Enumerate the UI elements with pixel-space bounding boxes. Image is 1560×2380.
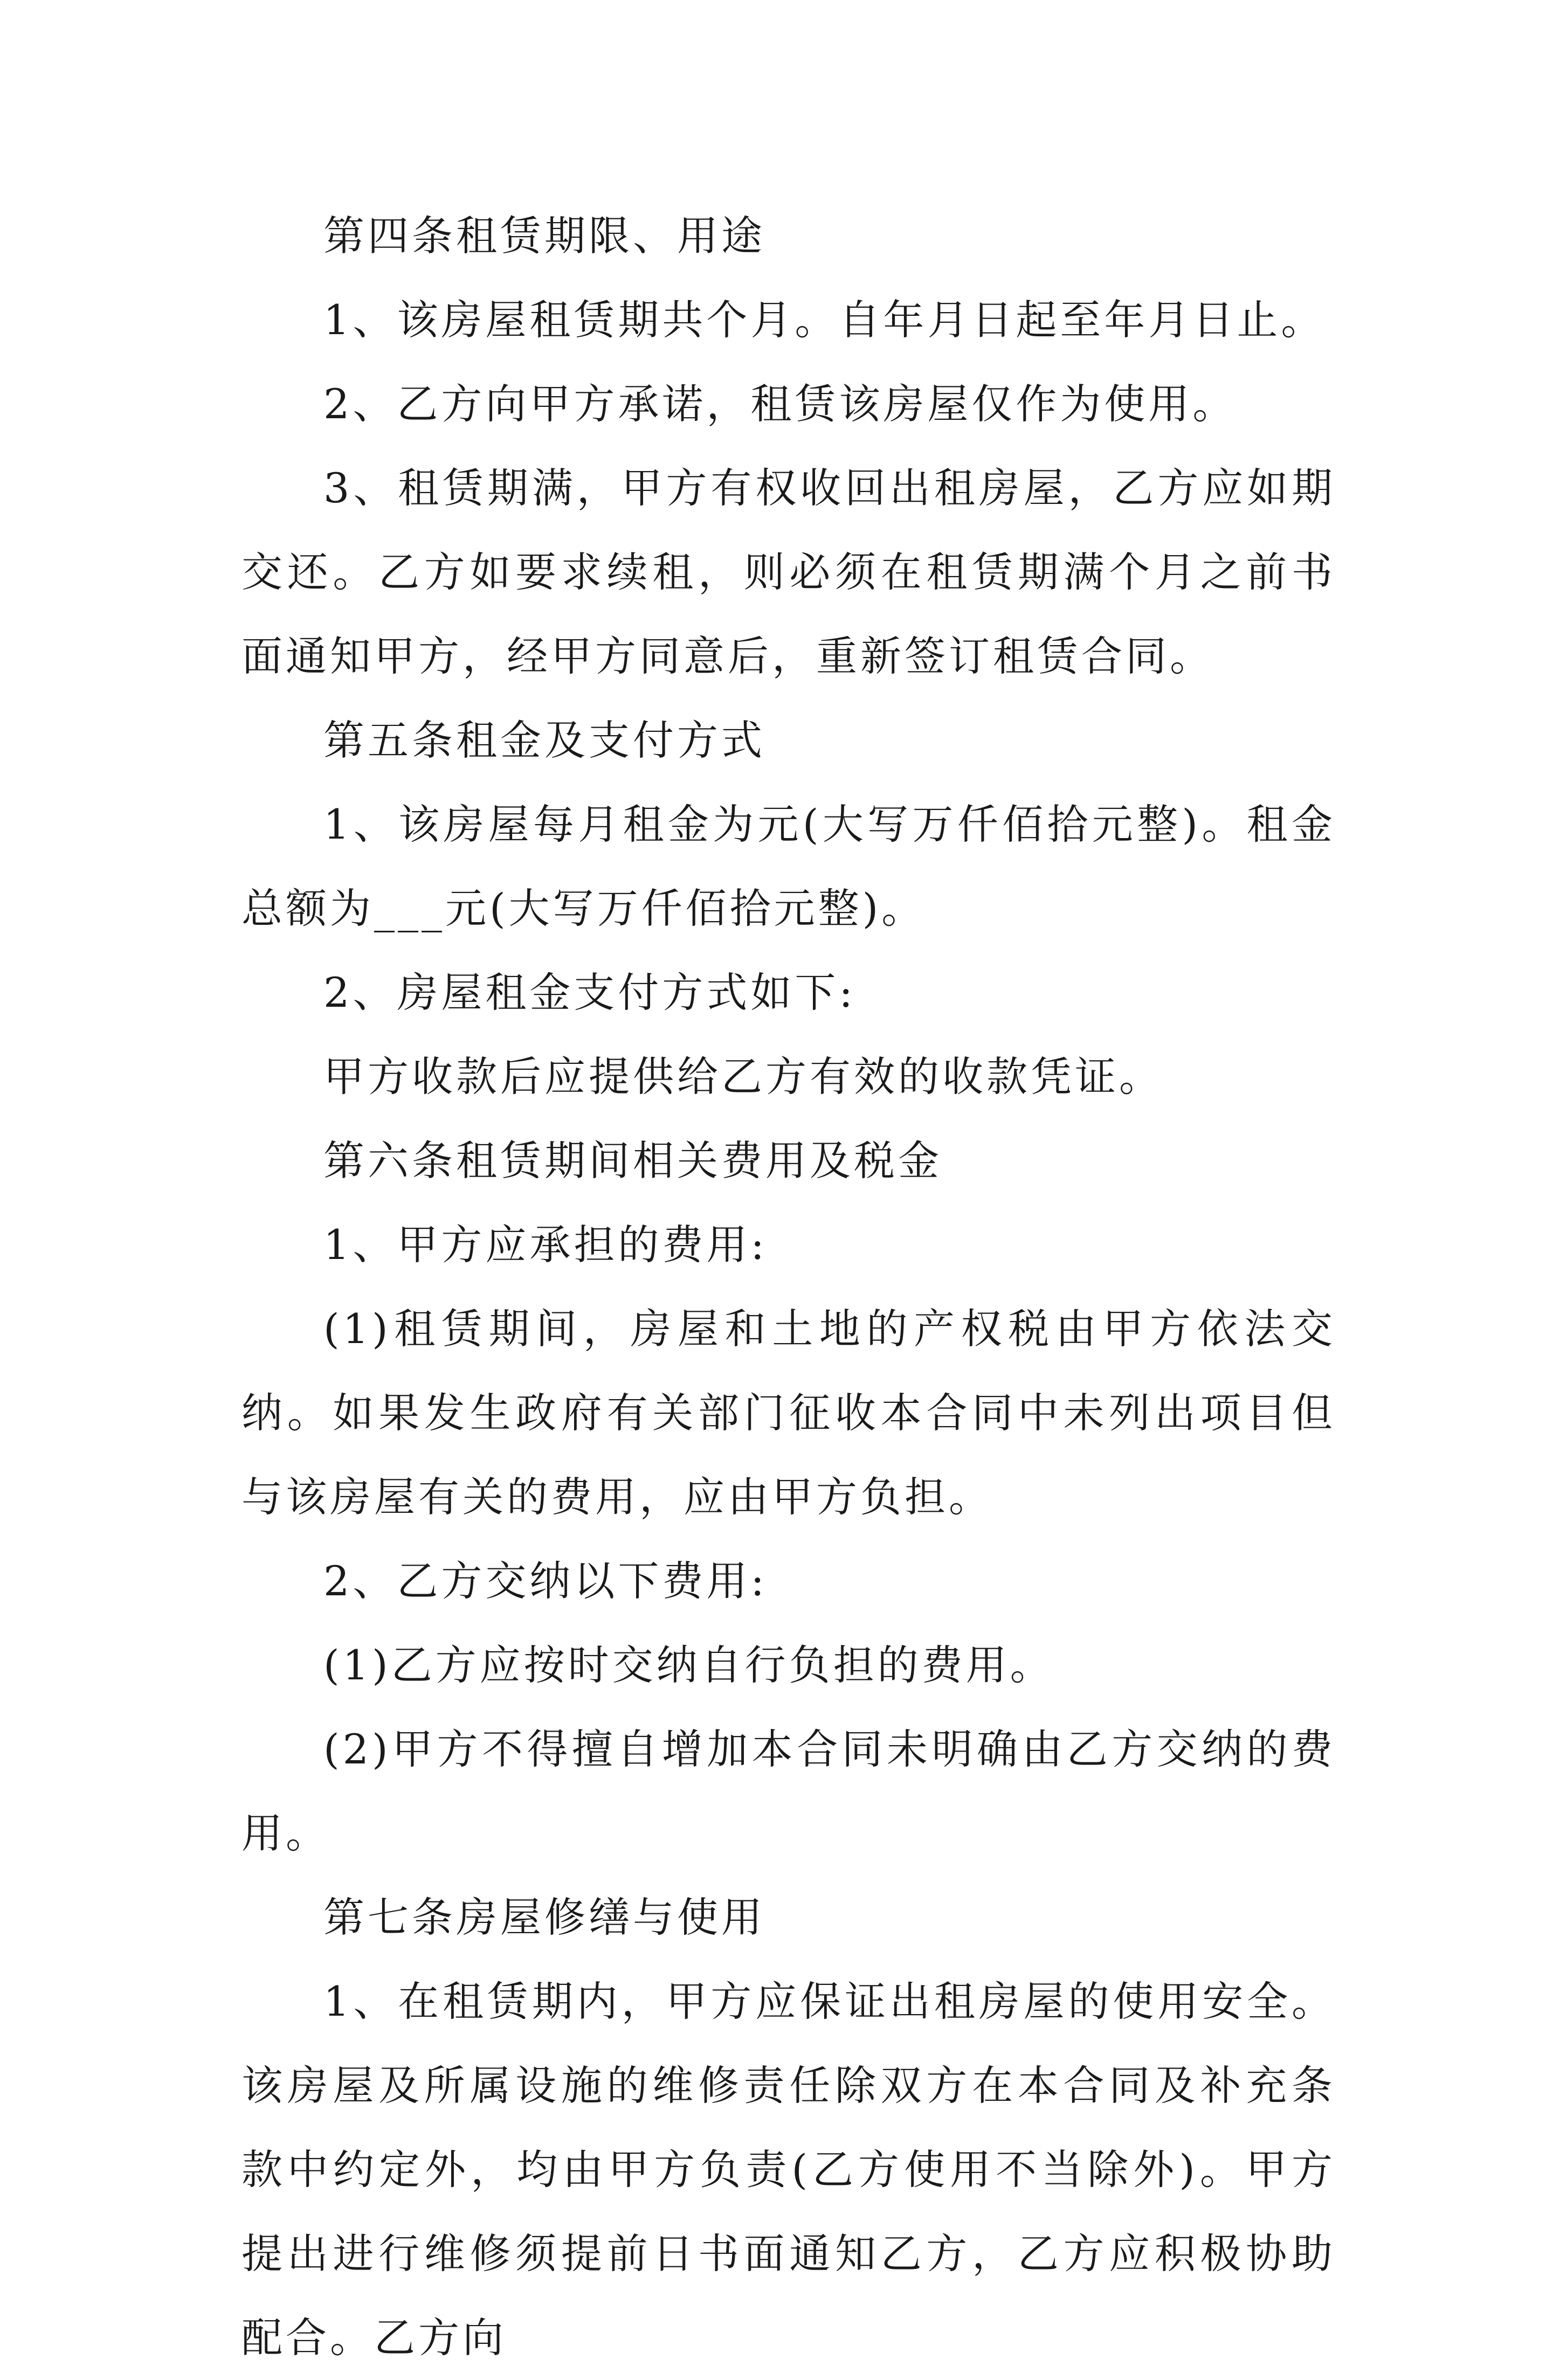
paragraph: 2、房屋租金支付方式如下:	[323, 968, 856, 1016]
section-heading-5: 第五条租金及支付方式	[323, 716, 765, 764]
paragraph: (2)甲方不得擅自增加本合同未明确由乙方交纳的费用。	[241, 1725, 1336, 1857]
paragraph: 甲方收款后应提供给乙方有效的收款凭证。	[323, 1053, 1163, 1101]
paragraph: 2、乙方向甲方承诺，租赁该房屋仅作为使用。	[323, 380, 1237, 428]
section-heading-6: 第六条租赁期间相关费用及税金	[323, 1137, 942, 1185]
paragraph: 1、该房屋每月租金为元(大写万仟佰拾元整)。租金总额为___元(大写万仟佰拾元整)。	[241, 800, 1336, 932]
paragraph: (1)乙方应按时交纳自行负担的费用。	[323, 1641, 1054, 1689]
paragraph: 2、乙方交纳以下费用:	[323, 1557, 768, 1605]
paragraph: (1)租赁期间，房屋和土地的产权税由甲方依法交纳。如果发生政府有关部门征收本合同中未列出项目但与该房屋有关的费用，应由甲方负担。	[241, 1305, 1336, 1521]
document-body	[241, 194, 1336, 2380]
paragraph: 3、租赁期满，甲方有权收回出租房屋，乙方应如期交还。乙方如要求续租，则必须在租赁期满个月之前书面通知甲方，经甲方同意后，重新签订租赁合同。	[241, 464, 1336, 680]
paragraph: 1、在租赁期内，甲方应保证出租房屋的使用安全。该房屋及所属设施的维修责任除双方在本合同及补充条款中约定外，均由甲方负责(乙方使用不当除外)。甲方提出进行维修须提前日书面通知乙方，乙方应积极协助配合。乙方向	[241, 1977, 1336, 2362]
paragraph: 1、甲方应承担的费用:	[323, 1221, 768, 1269]
paragraph: 1、该房屋租赁期共个月。自年月日起至年月日止。	[323, 296, 1326, 344]
section-heading-7: 第七条房屋修缮与使用	[323, 1893, 765, 1941]
section-heading-4: 第四条租赁期限、用途	[323, 212, 765, 260]
